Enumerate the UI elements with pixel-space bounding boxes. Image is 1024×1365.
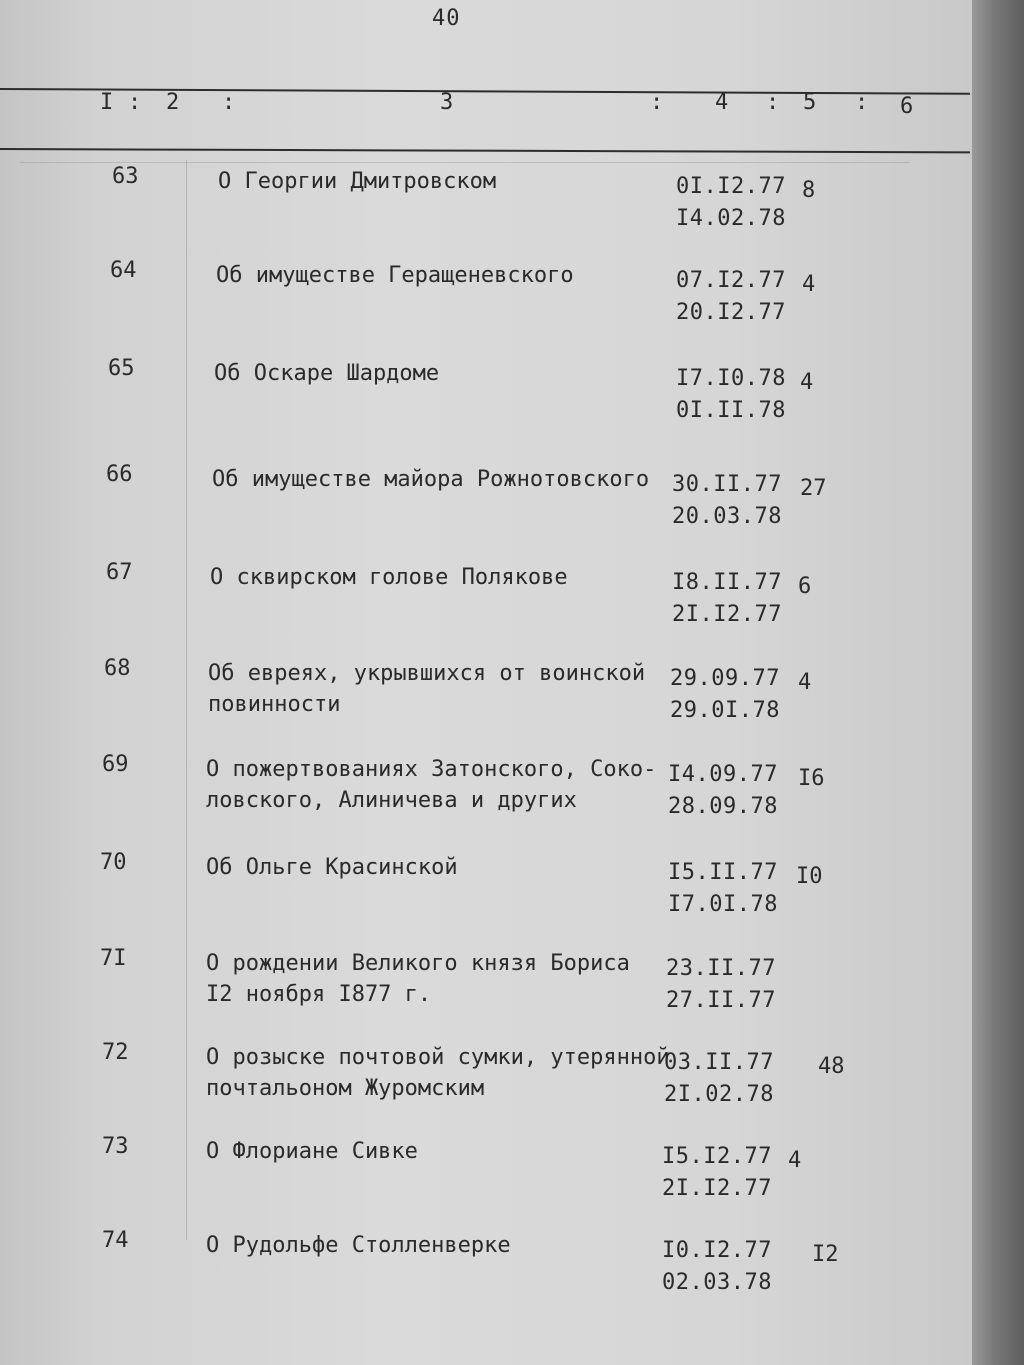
entry-title: О Флориане Сивке [206,1139,418,1164]
entry-title: О рождении Великого князя Бориса I2 ноября I877 г. [206,951,630,1007]
column-header-6: 6 [900,94,914,119]
entry-number: 65 [108,356,135,381]
end-date: 29.0I.78 [670,698,780,723]
margin-line [186,160,187,1240]
column-header-5: 5 [803,90,817,115]
column-separator: : [855,90,869,115]
page-number: 40 [432,6,461,31]
entry-title: О Георгии Дмитровском [218,169,497,194]
column-header-3: 3 [440,90,454,115]
sheet-count: 4 [800,370,814,395]
entry-number: 74 [102,1228,129,1253]
start-date: I4.09.77 [668,762,778,787]
entry-title: О розыске почтовой сумки, утерянной почтальоном Журомским [206,1045,670,1101]
entry-title: Об Ольге Красинской [206,855,458,880]
start-date: I7.I0.78 [676,366,786,391]
end-date: 20.I2.77 [676,300,786,325]
header-bottom-rule [0,148,970,153]
end-date: 28.09.78 [668,794,778,819]
sheet-count: I2 [812,1242,839,1267]
end-date: 0I.II.78 [676,398,786,423]
start-date: 30.II.77 [672,472,782,497]
header-top-rule [0,88,970,95]
start-date: 0I.I2.77 [676,174,786,199]
sheet-count: I6 [798,766,825,791]
sheet-count: 4 [802,272,816,297]
entry-number: 66 [106,462,133,487]
end-date: 20.03.78 [672,504,782,529]
entry-number: 64 [110,258,137,283]
entry-title: О сквирском голове Полякове [210,565,568,590]
column-header-1: I [100,90,114,115]
entry-number: 68 [104,656,131,681]
end-date: 2I.02.78 [664,1082,774,1107]
entry-number: 67 [106,560,133,585]
start-date: I8.II.77 [672,570,782,595]
end-date: 2I.I2.77 [662,1176,772,1201]
end-date: 02.03.78 [662,1270,772,1295]
entry-title: О Рудольфе Столленверке [206,1233,511,1258]
entry-number: 72 [102,1040,129,1065]
entry-title: Об имуществе майора Рожнотовского [212,467,650,492]
sheet-count: 4 [788,1148,802,1173]
entry-title: Об имуществе Геращеневского [216,263,574,288]
entry-title: О пожертвованиях Затонского, Соко- ловского, Алиничева и других [206,757,657,813]
column-header-2: 2 [166,90,180,115]
start-date: I0.I2.77 [662,1238,772,1263]
entry-number: 73 [102,1134,129,1159]
sheet-count: 4 [798,670,812,695]
start-date: 23.II.77 [666,956,776,981]
entry-title: Об евреях, укрывшихся от воинской повинности [208,661,646,717]
start-date: 03.II.77 [664,1050,774,1075]
end-date: 2I.I2.77 [672,602,782,627]
sheet-count: 8 [802,178,816,203]
sheet-count: 6 [798,574,812,599]
column-separator: : [222,90,236,115]
entry-number: 70 [100,850,127,875]
column-separator: : [650,90,664,115]
entry-title: Об Оскаре Шардоме [214,361,440,386]
end-date: I7.0I.78 [668,892,778,917]
column-header-4: 4 [715,90,729,115]
sheet-count: 48 [818,1054,845,1079]
entry-number: 69 [102,752,129,777]
start-date: I5.I2.77 [662,1144,772,1169]
end-date: 27.II.77 [666,988,776,1013]
column-separator: : [128,90,142,115]
sheet-count: I0 [796,864,823,889]
start-date: I5.II.77 [668,860,778,885]
entry-number: 63 [112,164,139,189]
column-separator: : [766,90,780,115]
start-date: 07.I2.77 [676,268,786,293]
entry-number: 7I [100,946,127,971]
end-date: I4.02.78 [676,206,786,231]
page-edge-shadow [972,0,1024,1365]
start-date: 29.09.77 [670,666,780,691]
sheet-count: 27 [800,476,827,501]
